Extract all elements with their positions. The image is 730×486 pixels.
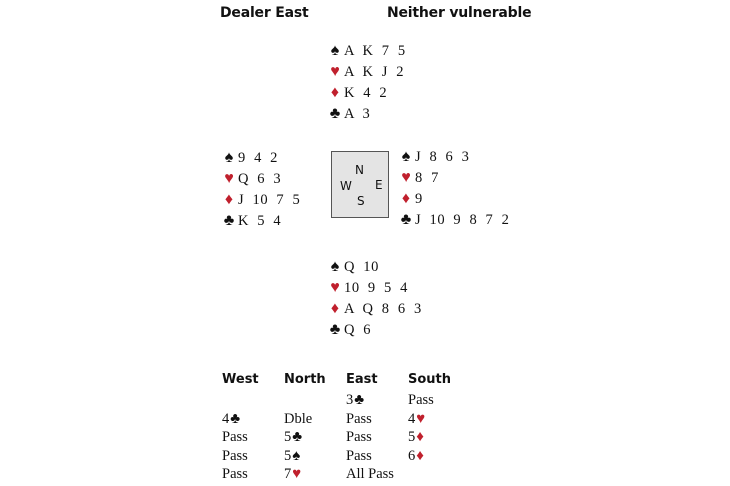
north-hand — [328, 40, 406, 124]
bid-north: Dble — [284, 410, 313, 427]
bid-east: All Pass — [346, 466, 394, 482]
east-diamonds: 9 — [415, 191, 423, 207]
club-icon: ♣ — [223, 212, 235, 229]
east-hearts-row — [399, 167, 509, 188]
heart-icon: ♥ — [401, 169, 411, 186]
club-icon: ♣ — [400, 211, 412, 228]
bid-south: 5♦ — [408, 429, 424, 445]
bid-north: 5♠ — [284, 447, 301, 464]
bid-west: 4♣ — [222, 410, 241, 427]
heart-icon: ♥ — [416, 410, 426, 427]
club-icon: ♣ — [329, 321, 341, 338]
compass-box — [331, 151, 389, 218]
south-diamonds: A Q 8 6 3 — [344, 301, 422, 317]
heart-icon: ♥ — [224, 170, 234, 187]
bid-south: 4♥ — [408, 410, 426, 427]
south-clubs: Q 6 — [344, 322, 372, 338]
north-clubs-row — [328, 103, 406, 124]
bidding-header-west: West — [222, 372, 259, 387]
bid-west: Pass — [222, 429, 248, 445]
club-icon: ♣ — [292, 429, 303, 445]
heart-icon: ♥ — [330, 279, 340, 296]
north-spades-row — [328, 40, 406, 61]
club-icon: ♣ — [329, 105, 341, 122]
south-spades-row — [328, 256, 422, 277]
south-spades: Q 10 — [344, 259, 379, 275]
bid-east: Pass — [346, 429, 372, 445]
bid-north: 5♣ — [284, 429, 303, 445]
diamond-icon: ♦ — [401, 190, 411, 207]
heart-icon: ♥ — [330, 63, 340, 80]
bid-west: Pass — [222, 447, 248, 464]
spade-icon: ♠ — [401, 148, 411, 165]
west-diamonds: J 10 7 5 — [238, 192, 301, 208]
compass-west: W — [340, 179, 352, 193]
club-icon: ♣ — [230, 410, 241, 427]
south-clubs-row — [328, 319, 422, 340]
west-diamonds-row — [222, 189, 300, 210]
bid-south: Pass — [408, 392, 434, 408]
north-diamonds-row — [328, 82, 406, 103]
east-diamonds-row — [399, 188, 509, 209]
compass-east: E — [375, 178, 383, 192]
spade-icon: ♠ — [330, 42, 340, 59]
bid-east: Pass — [346, 447, 372, 464]
east-clubs: J 10 9 8 7 2 — [415, 212, 510, 228]
north-hearts-row — [328, 61, 406, 82]
east-spades-row — [399, 146, 509, 167]
heart-icon: ♥ — [292, 466, 302, 482]
spade-icon: ♠ — [224, 149, 234, 166]
west-hearts-row — [222, 168, 300, 189]
compass-north: N — [355, 163, 364, 177]
west-hearts: Q 6 3 — [238, 171, 282, 187]
bid-west: Pass — [222, 466, 248, 482]
spade-icon: ♠ — [330, 258, 340, 275]
east-hand — [399, 146, 509, 230]
south-diamonds-row — [328, 298, 422, 319]
bid-east: 3♣ — [346, 392, 365, 408]
diamond-icon: ♦ — [330, 300, 340, 317]
diamond-icon: ♦ — [416, 447, 424, 464]
west-clubs: K 5 4 — [238, 213, 282, 229]
diamond-icon: ♦ — [330, 84, 340, 101]
south-hearts-row — [328, 277, 422, 298]
compass-south: S — [357, 194, 365, 208]
vulnerability-label: Neither vulnerable — [387, 5, 532, 21]
north-diamonds: K 4 2 — [344, 85, 388, 101]
bidding-header-south: South — [408, 372, 452, 387]
spade-icon: ♠ — [292, 447, 301, 464]
west-hand — [222, 147, 300, 231]
west-clubs-row — [222, 210, 300, 231]
south-hearts: 10 9 5 4 — [344, 280, 408, 296]
diamond-icon: ♦ — [224, 191, 234, 208]
east-hearts: 8 7 — [415, 170, 439, 186]
bid-east: Pass — [346, 410, 372, 427]
bid-south: 6♦ — [408, 447, 424, 464]
south-hand — [328, 256, 422, 340]
dealer-label: Dealer East — [220, 5, 309, 21]
diamond-icon: ♦ — [416, 429, 424, 445]
north-hearts: A K J 2 — [344, 64, 405, 80]
bidding-header-north: North — [284, 372, 326, 387]
north-spades: A K 7 5 — [344, 43, 406, 59]
west-spades-row — [222, 147, 300, 168]
east-clubs-row — [399, 209, 509, 230]
club-icon: ♣ — [354, 392, 365, 408]
west-spades: 9 4 2 — [238, 150, 278, 166]
north-clubs: A 3 — [344, 106, 371, 122]
bidding-header-east: East — [346, 372, 378, 387]
bid-north: 7♥ — [284, 466, 302, 482]
east-spades: J 8 6 3 — [415, 149, 470, 165]
